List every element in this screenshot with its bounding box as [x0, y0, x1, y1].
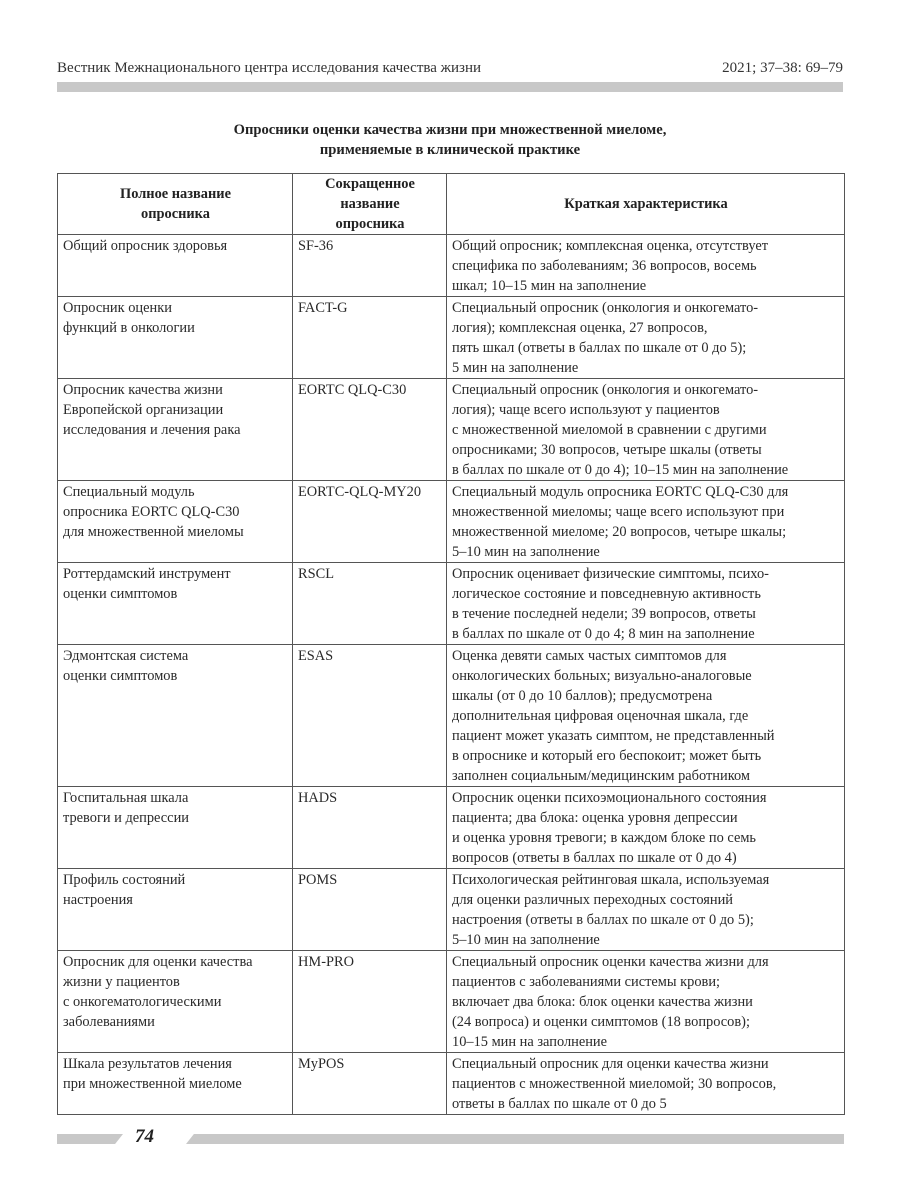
cell-line: с множественной миеломой в сравнении с другими: [452, 422, 767, 438]
cell-line: Специальный опросник (онкология и онкогемато-: [452, 382, 759, 398]
cell-line: 10–15 мин на заполнение: [452, 1034, 608, 1050]
cell-line: в баллах по шкале от 0 до 4); 10–15 мин на заполнение: [452, 462, 789, 478]
cell-description: [447, 379, 845, 481]
cell-line: логия); чаще всего используют у пациентов: [452, 402, 720, 418]
cell-line: заполнен социальным/медицинским работником: [452, 768, 750, 784]
cell-line: при множественной миеломе: [63, 1076, 242, 1092]
cell-line: с онкогематологическими: [63, 994, 222, 1010]
cell-line: функций в онкологии: [63, 320, 195, 336]
cell-description: [447, 297, 845, 379]
table-row: [58, 869, 845, 951]
cell-full-name: [58, 1053, 293, 1115]
table-row: [58, 379, 845, 481]
cell-line: тревоги и депрессии: [63, 810, 189, 826]
cell-full-name: [58, 379, 293, 481]
cell-description: [447, 235, 845, 297]
table-row: [58, 1053, 845, 1115]
cell-full-name: [58, 951, 293, 1053]
footer-bar-right: [186, 1134, 844, 1144]
cell-line: включает два блока: блок оценки качества жизни: [452, 994, 753, 1010]
cell-line: Психологическая рейтинговая шкала, используемая: [452, 872, 770, 888]
cell-line: пять шкал (ответы в баллах по шкале от 0 до 5);: [452, 340, 747, 356]
table-row: [58, 951, 845, 1053]
cell-line: Оценка девяти самых частых симптомов для: [452, 648, 727, 664]
cell-abbreviation: POMS: [293, 869, 447, 951]
cell-line: (24 вопроса) и оценки симптомов (18 вопросов);: [452, 1014, 750, 1030]
cell-line: пациент может указать симптом, не представленный: [452, 728, 775, 744]
cell-line: настроения (ответы в баллах по шкале от 0 до 5);: [452, 912, 754, 928]
running-head: [57, 60, 843, 77]
cell-abbreviation: ESAS: [293, 645, 447, 787]
cell-abbreviation: RSCL: [293, 563, 447, 645]
header-line: опросника: [141, 206, 210, 222]
cell-description: [447, 1053, 845, 1115]
cell-line: пациентов с множественной миеломой; 30 вопросов,: [452, 1076, 777, 1092]
cell-line: множественной миеломы; чаще всего используют при: [452, 504, 785, 520]
cell-line: опросниками; 30 вопросов, четыре шкалы (ответы: [452, 442, 762, 458]
table-body: [58, 235, 845, 1115]
cell-line: Опросник оценки психоэмоционального состояния: [452, 790, 767, 806]
cell-abbreviation: MyPOS: [293, 1053, 447, 1115]
cell-line: шкалы (от 0 до 10 баллов); предусмотрена: [452, 688, 713, 704]
cell-line: для множественной миеломы: [63, 524, 244, 540]
cell-line: в опроснике и который его беспокоит; может быть: [452, 748, 762, 764]
cell-line: логическое состояние и повседневную активность: [452, 586, 761, 602]
cell-abbreviation: HADS: [293, 787, 447, 869]
header-line: опросника: [335, 216, 405, 232]
cell-description: [447, 481, 845, 563]
header-line: Краткая характеристика: [564, 196, 728, 212]
cell-line: дополнительная цифровая оценочная шкала, где: [452, 708, 749, 724]
cell-line: множественной миеломе; 20 вопросов, четыре шкалы;: [452, 524, 787, 540]
cell-line: Госпитальная шкала: [63, 790, 189, 806]
table-row: [58, 645, 845, 787]
cell-full-name: [58, 563, 293, 645]
cell-line: ответы в баллах по шкале от 0 до 5: [452, 1096, 667, 1112]
cell-line: Специальный модуль: [63, 484, 195, 500]
cell-line: Специальный опросник оценки качества жизни для: [452, 954, 769, 970]
cell-line: онкологических больных; визуально-аналоговые: [452, 668, 752, 684]
table-title-line: применяемые в клинической практике: [319, 142, 581, 158]
cell-full-name: [58, 869, 293, 951]
table-title-line: Опросники оценки качества жизни при множественной миеломе,: [233, 122, 667, 138]
header-line: Полное название: [120, 186, 231, 202]
table-row: [58, 297, 845, 379]
cell-abbreviation: EORTC-QLQ-MY20: [293, 481, 447, 563]
cell-description: [447, 563, 845, 645]
cell-line: Специальный опросник для оценки качества жизни: [452, 1056, 769, 1072]
cell-line: логия); комплексная оценка, 27 вопросов,: [452, 320, 708, 336]
table-row: [58, 481, 845, 563]
table-row: [58, 563, 845, 645]
cell-description: [447, 951, 845, 1053]
cell-line: Шкала результатов лечения: [63, 1056, 232, 1072]
cell-description: [447, 787, 845, 869]
cell-line: опросника EORTC QLQ-C30: [63, 504, 240, 520]
table-row: [58, 787, 845, 869]
cell-abbreviation: FACT-G: [293, 297, 447, 379]
cell-line: исследования и лечения рака: [63, 422, 241, 438]
header-line: название: [340, 196, 400, 212]
cell-full-name: [58, 787, 293, 869]
cell-line: Эдмонтская система: [63, 648, 189, 664]
cell-line: в течение последней недели; 39 вопросов, ответы: [452, 606, 756, 622]
questionnaire-table: [57, 173, 845, 1115]
cell-full-name: [58, 235, 293, 297]
cell-line: Роттердамский инструмент: [63, 566, 231, 582]
cell-line: Опросник оценивает физические симптомы, психо-: [452, 566, 769, 582]
cell-line: настроения: [63, 892, 133, 908]
cell-description: [447, 645, 845, 787]
cell-line: Европейской организации: [63, 402, 224, 418]
cell-line: Профиль состояний: [63, 872, 186, 888]
table-row: [58, 235, 845, 297]
cell-line: Опросник качества жизни: [63, 382, 223, 398]
cell-full-name: [58, 297, 293, 379]
cell-line: 5–10 мин на заполнение: [452, 932, 600, 948]
cell-line: Опросник оценки: [63, 300, 172, 316]
cell-line: заболеваниями: [63, 1014, 155, 1030]
citation: 2021; 37–38: 69–79: [722, 60, 843, 76]
journal-title: Вестник Межнационального центра исследования качества жизни: [57, 60, 482, 76]
cell-line: вопросов (ответы в баллах по шкале от 0 до 4): [452, 850, 737, 866]
cell-line: шкал; 10–15 мин на заполнение: [452, 278, 647, 294]
cell-line: пациента; два блока: оценка уровня депрессии: [452, 810, 738, 826]
header-line: Сокращенное: [325, 176, 415, 192]
cell-line: оценки симптомов: [63, 586, 178, 602]
cell-abbreviation: EORTC QLQ-C30: [293, 379, 447, 481]
cell-line: Специальный модуль опросника EORTC QLQ-C30 для: [452, 484, 789, 500]
cell-line: оценки симптомов: [63, 668, 178, 684]
cell-line: специфика по заболеваниям; 36 вопросов, восемь: [452, 258, 757, 274]
cell-description: [447, 869, 845, 951]
cell-line: Общий опросник здоровья: [63, 238, 228, 254]
header-description: [447, 174, 845, 235]
cell-line: 5–10 мин на заполнение: [452, 544, 600, 560]
header-rule: [57, 82, 843, 92]
cell-full-name: [58, 645, 293, 787]
header-abbreviation: [293, 174, 447, 235]
table-header-row: [58, 174, 845, 235]
cell-line: Специальный опросник (онкология и онкогемато-: [452, 300, 759, 316]
cell-line: и оценка уровня тревоги; в каждом блоке по семь: [452, 830, 756, 846]
header-full-name: [58, 174, 293, 235]
cell-full-name: [58, 481, 293, 563]
cell-line: жизни у пациентов: [63, 974, 180, 990]
cell-line: Общий опросник; комплексная оценка, отсутствует: [452, 238, 769, 254]
table-title: [57, 120, 843, 160]
page-number: 74: [135, 1126, 154, 1147]
footer-bar-left: [57, 1134, 123, 1144]
cell-abbreviation: SF-36: [293, 235, 447, 297]
cell-line: Опросник для оценки качества: [63, 954, 253, 970]
cell-line: для оценки различных переходных состояний: [452, 892, 734, 908]
cell-line: пациентов с заболеваниями системы крови;: [452, 974, 721, 990]
cell-line: 5 мин на заполнение: [452, 360, 579, 376]
cell-abbreviation: HM-PRO: [293, 951, 447, 1053]
cell-line: в баллах по шкале от 0 до 4; 8 мин на заполнение: [452, 626, 755, 642]
